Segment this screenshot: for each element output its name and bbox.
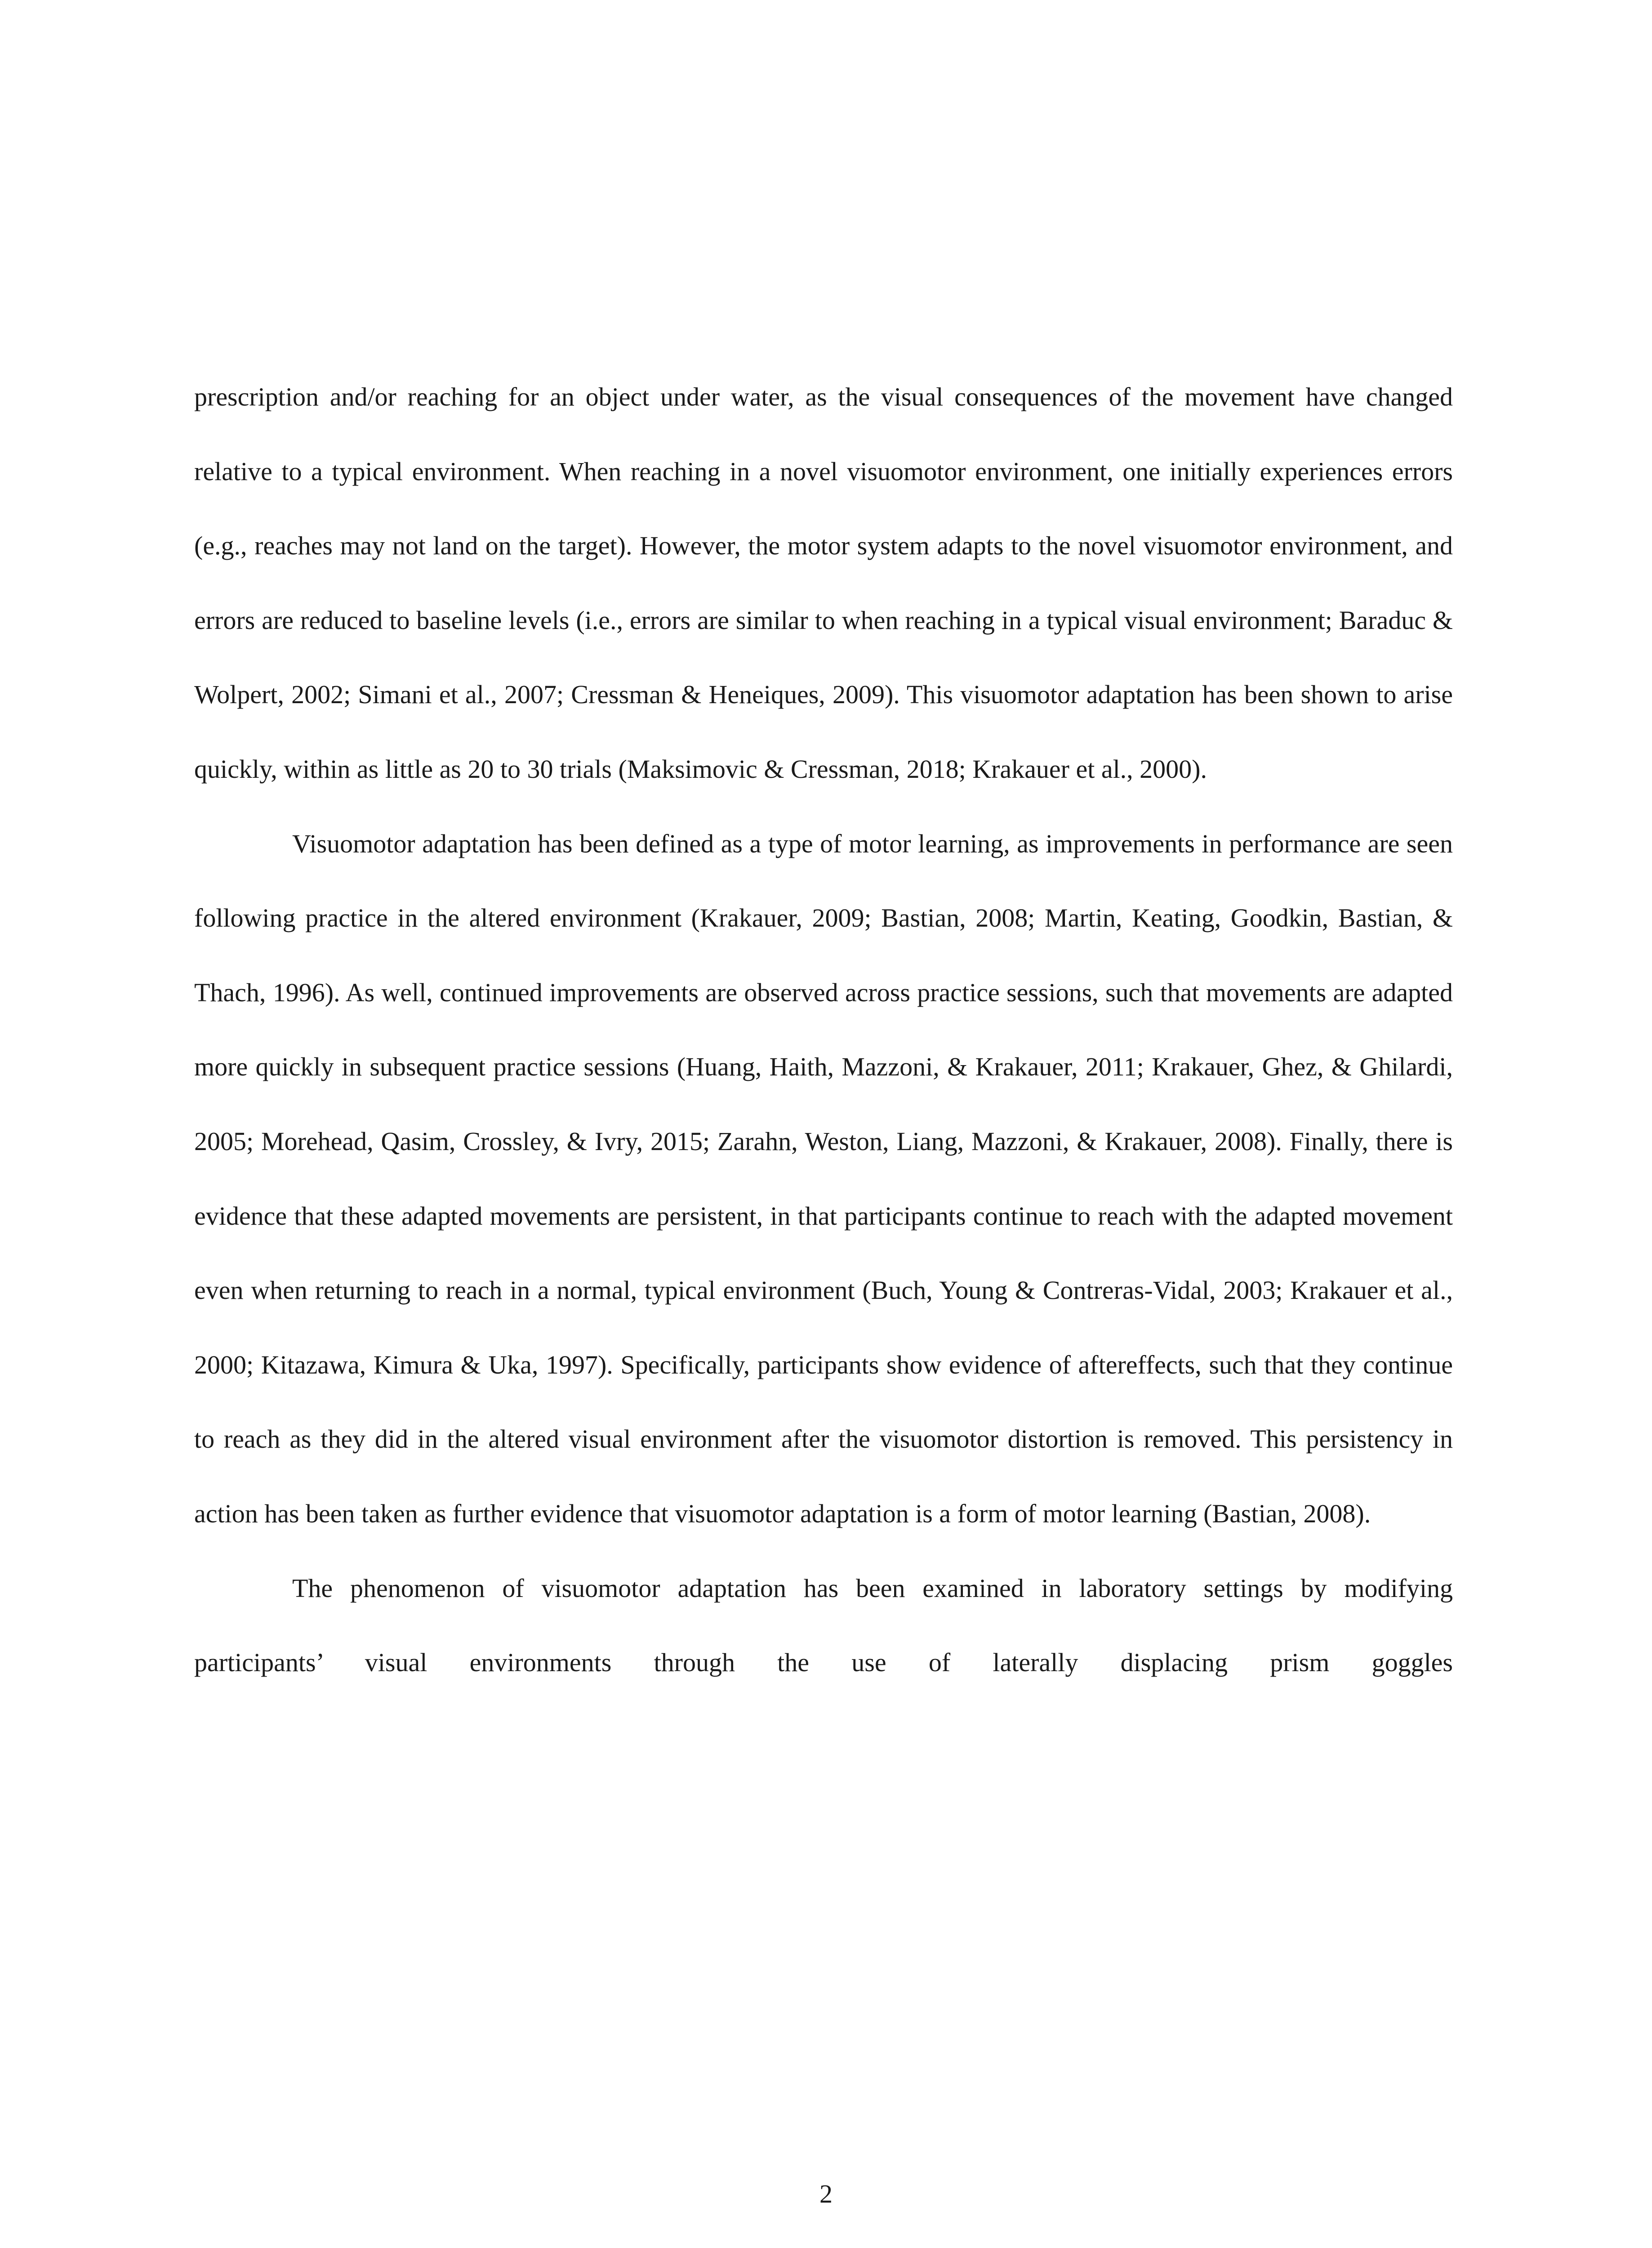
page-number: 2	[819, 2179, 833, 2208]
paragraph-continuation: prescription and/or reaching for an object under water, as the visual consequences of the movement have changed relative to a typical environment. When reaching in a novel visuomotor environment, one initially experiences errors (e.g., reaches may not land on the target). However, the motor system adapts to the novel visuomotor environment, and errors are reduced to baseline levels (i.e., errors are similar to when reaching in a typical visual environment; Baraduc & Wolpert, 2002; Simani et al., 2007; Cressman & Heneiques, 2009). This visuomotor adaptation has been shown to arise quickly, within as little as 20 to 30 trials (Maksimovic & Cressman, 2018; Krakauer et al., 2000).	[194, 382, 1453, 784]
paragraph-laboratory-settings: The phenomenon of visuomotor adaptation has been examined in laboratory settings by modifying participants’ visual environments through the use of laterally displacing prism goggles	[194, 1573, 1453, 1677]
paragraph-visuomotor-learning: Visuomotor adaptation has been defined as a type of motor learning, as improvements in performance are seen following practice in the altered environment (Krakauer, 2009; Bastian, 2008; Martin, Keating, Goodkin, Bastian, & Thach, 1996). As well, continued improvements are observed across practice sessions, such that movements are adapted more quickly in subsequent practice sessions (Huang, Haith, Mazzoni, & Krakauer, 2011; Krakauer, Ghez, & Ghilardi, 2005; Morehead, Qasim, Crossley, & Ivry, 2015; Zarahn, Weston, Liang, Mazzoni, & Krakauer, 2008). Finally, there is evidence that these adapted movements are persistent, in that participants continue to reach with the adapted movement even when returning to reach in a normal, typical environment (Buch, Young & Contreras-Vidal, 2003; Krakauer et al., 2000; Kitazawa, Kimura & Uka, 1997). Specifically, participants show evidence of aftereffects, such that they continue to reach as they did in the altered visual environment after the visuomotor distortion is removed. This persistency in action has been taken as further evidence that visuomotor adaptation is a form of motor learning (Bastian, 2008).	[194, 829, 1453, 1528]
body-text	[194, 360, 1453, 1700]
